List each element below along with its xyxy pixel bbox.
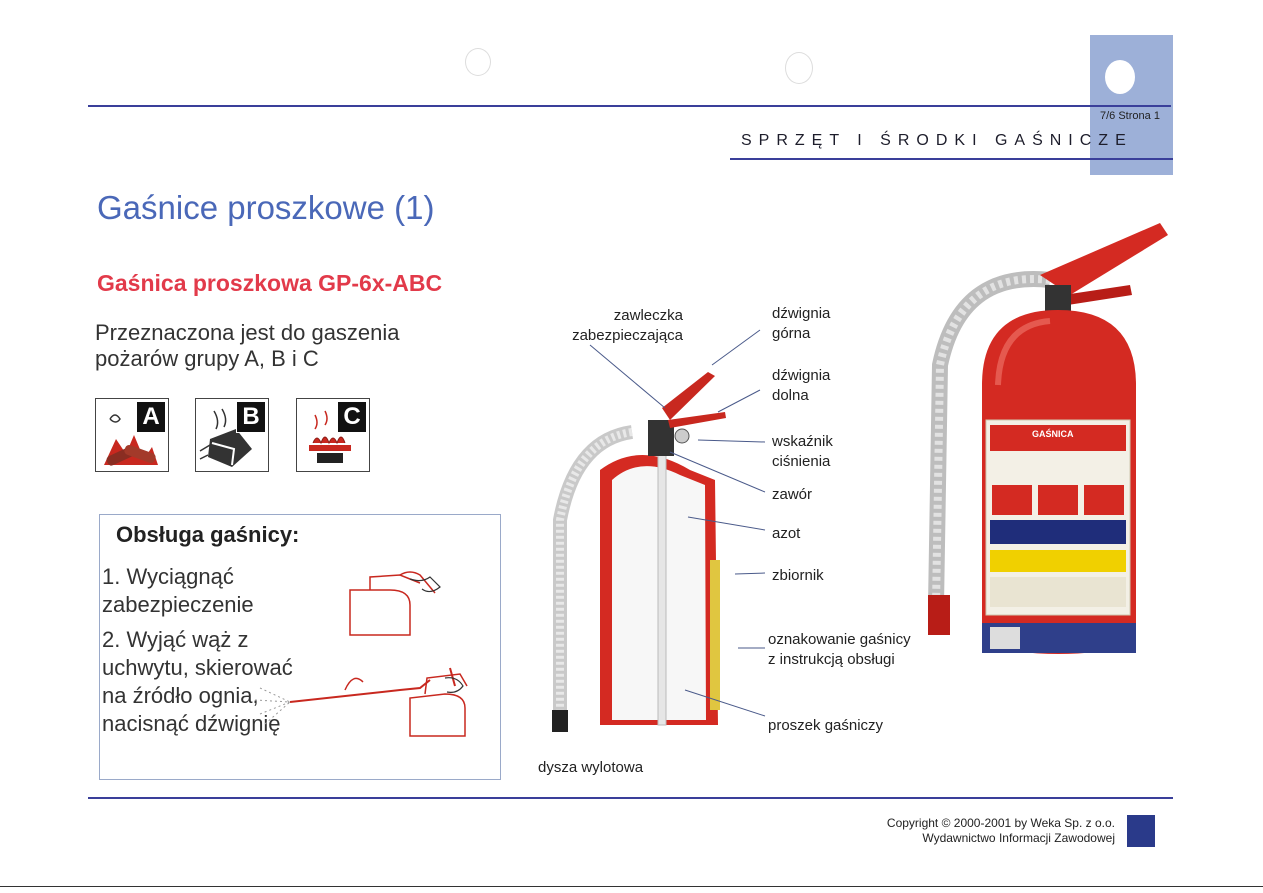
description: Przeznaczona jest do gaszenia pożarów grupy A, B i C: [95, 320, 400, 371]
operation-step: 2. Wyjąć wąż z uchwytu, skierować na źródło ognia, nacisnąć dźwignię: [102, 627, 293, 736]
publisher-line: Wydawnictwo Informacji Zawodowej: [922, 831, 1115, 845]
footer-rule: [88, 797, 1173, 799]
publisher-logo: [1127, 815, 1155, 847]
page-subtitle: Gaśnica proszkowa GP-6x-ABC: [97, 270, 443, 296]
label-gauge: wskaźnik ciśnienia: [772, 433, 833, 470]
fire-class-letter: C: [337, 401, 367, 433]
label-marking: oznakowanie gaśnicy z instrukcją obsługi: [768, 631, 911, 668]
page-edge-line: [0, 886, 1263, 887]
page-number: 7/6 Strona 1: [1100, 110, 1160, 122]
copyright-line: Copyright © 2000-2001 by Weka Sp. z o.o.: [886, 816, 1115, 830]
page-title: Gaśnice proszkowe (1): [97, 189, 435, 226]
label-lower-lever: dźwignia dolna: [772, 367, 831, 404]
fire-class-letter: B: [236, 401, 266, 433]
copyright: [860, 816, 1115, 846]
label-valve: zawór: [772, 486, 813, 503]
extinguisher-label-brand: GAŚNICA: [1032, 429, 1074, 439]
label-powder: proszek gaśniczy: [768, 717, 884, 734]
section-title: SPRZĘT I ŚRODKI GAŚNICZE: [741, 132, 1133, 149]
operation-step: 1. Wyciągnąć zabezpieczenie: [102, 564, 254, 617]
operation-title: Obsługa gaśnicy:: [116, 522, 300, 547]
label-nitrogen: azot: [772, 525, 801, 542]
extinguisher-photo: [900, 215, 1170, 675]
label-pin: zawleczka zabezpieczająca: [572, 307, 683, 344]
label-upper-lever: dźwignia górna: [772, 305, 831, 342]
label-tank: zbiornik: [772, 567, 824, 584]
fire-class-letter: A: [136, 401, 166, 433]
label-nozzle: dysza wylotowa: [538, 759, 644, 776]
